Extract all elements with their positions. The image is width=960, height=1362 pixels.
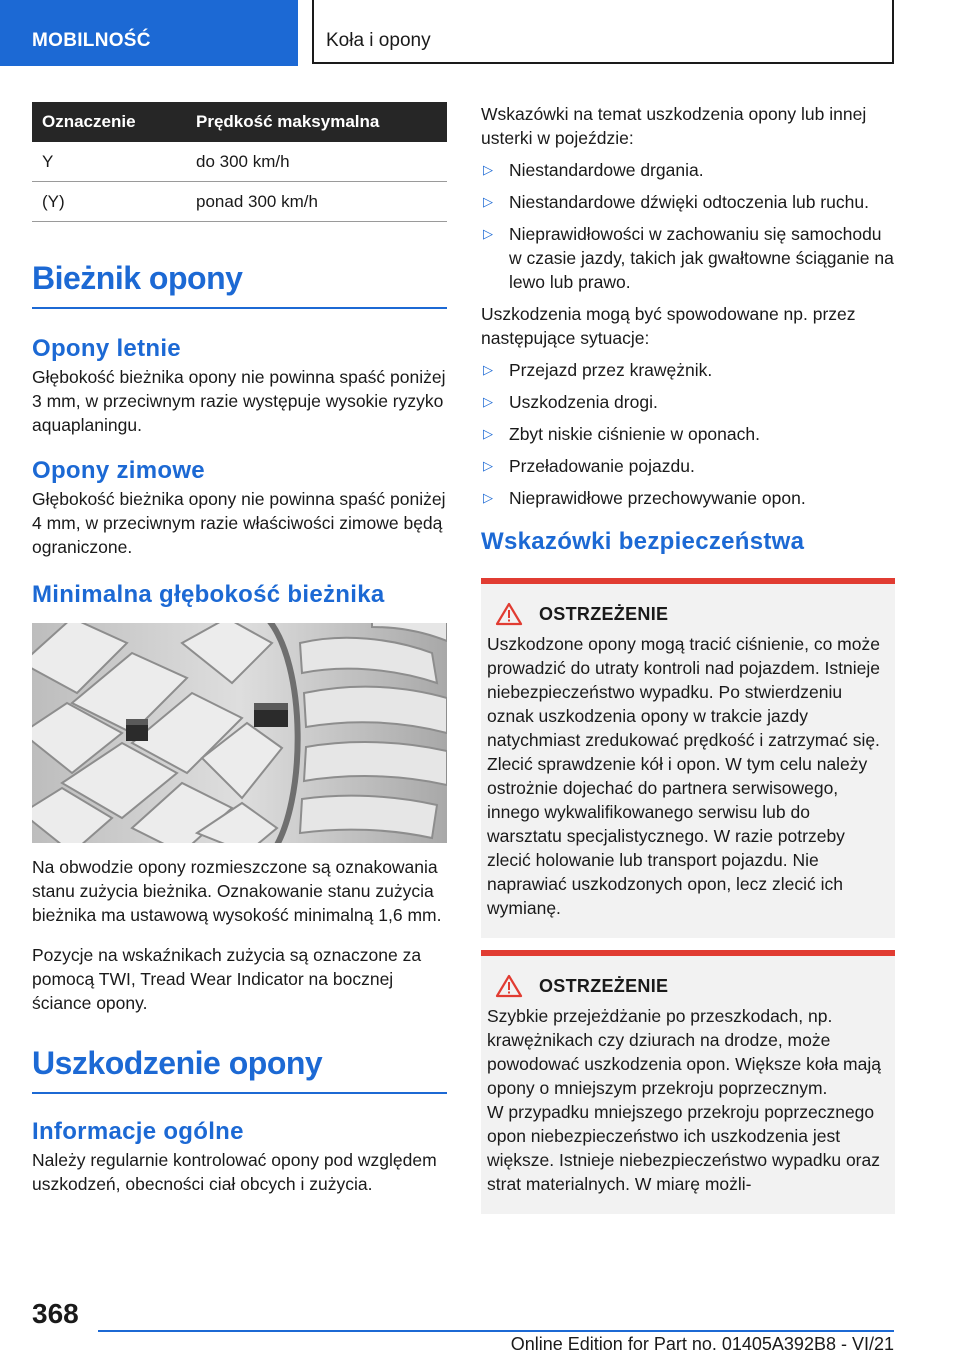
list-item-text: Przeładowanie pojazdu. [509, 456, 695, 476]
general-info-text: Należy regularnie kontrolować opony pod względem uszkodzeń, obecności ciał obcych i zużycia. [32, 1150, 437, 1194]
list-item [481, 158, 895, 182]
warning-header [487, 602, 887, 626]
min-tread-text-2: Pozycje na wskaźnikach zużycia są oznaczone za pomocą TWI, Tread Wear Indicator na bocznej ściance opony. [32, 945, 422, 1013]
damage-hints-list [481, 158, 895, 294]
list-item-text: Niestandardowe drgania. [509, 160, 704, 180]
warning-text: Szybkie przejeżdżanie po przeszkodach, np. krawężnikach czy dziurach na drodze, może powodować uszkodzenia opon. Większe koła mają opony o mniejszym przekroju poprzecznym. [487, 1006, 881, 1098]
min-tread-text-1: Na obwodzie opony rozmieszczone są oznakowania stanu zużycia bieżnika. Oznakowanie stanu zużycia bieżnika ma ustawową wysokość minimalną 1,6 mm. [32, 857, 442, 925]
list-item [481, 422, 895, 446]
list-item-text: Nieprawidłowości w zachowaniu się samochodu w czasie jazdy, takich jak gwałtowne ściąganie na lewo lub prawo. [509, 224, 894, 292]
warning-label: OSTRZEŻENIE [539, 603, 669, 624]
speed-rating-table [32, 102, 447, 222]
header-section-tab [0, 0, 298, 66]
table-row [32, 182, 447, 222]
winter-tires-text: Głębokość bieżnika opony nie powinna spaść poniżej 4 mm, w przeciwnym razie właściwości zimowe będą ograniczone. [32, 489, 446, 557]
list-item [481, 454, 895, 478]
edition-info: Online Edition for Part no. 01405A392B8 - VI/21 [510, 1334, 894, 1354]
table-cell: Y [32, 142, 186, 182]
list-item [481, 390, 895, 414]
list-item-text: Uszkodzenia drogi. [509, 392, 658, 412]
tread-wear-indicator-image [32, 623, 447, 843]
table-row [32, 142, 447, 182]
header-section-label: MOBILNOŚĆ [32, 30, 151, 51]
heading-safety-notes: Wskazówki bezpieczeństwa [481, 528, 805, 555]
triangle-bullet-icon: ▷ [483, 226, 493, 241]
table-header-row [32, 102, 447, 142]
list-item [481, 358, 895, 382]
warning-label: OSTRZEŻENIE [539, 975, 669, 996]
summer-tires-text: Głębokość bieżnika opony nie powinna spaść poniżej 3 mm, w przeciwnym razie występuje wysokie ryzyko aquaplaningu. [32, 367, 446, 435]
list-item-text: Przejazd przez krawężnik. [509, 360, 713, 380]
heading-tread: Bieżnik opony [32, 260, 447, 309]
table-cell: (Y) [32, 182, 186, 222]
list-item [481, 222, 895, 294]
header-chapter-tab [312, 0, 894, 64]
heading-general-info: Informacje ogólne [32, 1118, 244, 1145]
list-item [481, 190, 895, 214]
table-header-cell: Prędkość maksymalna [186, 102, 447, 142]
triangle-bullet-icon: ▷ [483, 458, 493, 473]
heading-tire-damage: Uszkodzenie opony [32, 1045, 447, 1094]
list-item [481, 486, 895, 510]
triangle-bullet-icon: ▷ [483, 426, 493, 441]
page-number: 368 [32, 1298, 79, 1329]
warning-triangle-icon [495, 974, 523, 998]
warning-box-2 [481, 950, 895, 1214]
header-chapter-label: Koła i opony [326, 30, 431, 51]
heading-winter-tires: Opony zimowe [32, 457, 205, 484]
heading-summer-tires: Opony letnie [32, 335, 181, 362]
triangle-bullet-icon: ▷ [483, 362, 493, 377]
footer-divider [98, 1330, 894, 1332]
table-header-cell: Oznaczenie [32, 102, 186, 142]
warning-header [487, 974, 887, 998]
triangle-bullet-icon: ▷ [483, 162, 493, 177]
warning-box-1 [481, 578, 895, 938]
left-column [32, 102, 447, 1196]
warning-text: W przypadku mniejszego przekroju poprzecznego opon niebezpieczeństwo ich uszkodzenia jest większe. Istnieje niebezpieczeństwo wypadku oraz strat materialnych. W miarę możli- [487, 1102, 880, 1194]
triangle-bullet-icon: ▷ [483, 490, 493, 505]
list-item-text: Nieprawidłowe przechowywanie opon. [509, 488, 806, 508]
triangle-bullet-icon: ▷ [483, 194, 493, 209]
damage-causes-intro: Uszkodzenia mogą być spowodowane np. przez następujące sytuacje: [481, 304, 856, 348]
heading-min-tread-depth: Minimalna głębokość bieżnika [32, 581, 385, 608]
damage-causes-list [481, 358, 895, 510]
table-cell: ponad 300 km/h [186, 182, 447, 222]
table-cell: do 300 km/h [186, 142, 447, 182]
list-item-text: Niestandardowe dźwięki odtoczenia lub ruchu. [509, 192, 869, 212]
right-column [481, 102, 895, 1214]
warning-triangle-icon [495, 602, 523, 626]
damage-hints-intro: Wskazówki na temat uszkodzenia opony lub innej usterki w pojeździe: [481, 104, 867, 148]
list-item-text: Zbyt niskie ciśnienie w oponach. [509, 424, 760, 444]
warning-text: Uszkodzone opony mogą tracić ciśnienie, co może prowadzić do utraty kontroli nad pojazdem. Istnieje niebezpieczeństwo wypadku. Po stwierdzeniu oznak uszkodzenia opony w trakcie jazdy natychmiast zredukować prędkość i zatrzymać się. Zlecić sprawdzenie kół i opon. W tym celu należy ostrożnie dojechać do partnera serwisowego, innego wykwalifikowanego serwisu lub do warsztatu specjalistycznego. W razie potrzeby zlecić holowanie lub transport pojazdu. Nie naprawiać uszkodzonych opon, lecz zlecić ich wymianę. [487, 634, 880, 918]
triangle-bullet-icon: ▷ [483, 394, 493, 409]
